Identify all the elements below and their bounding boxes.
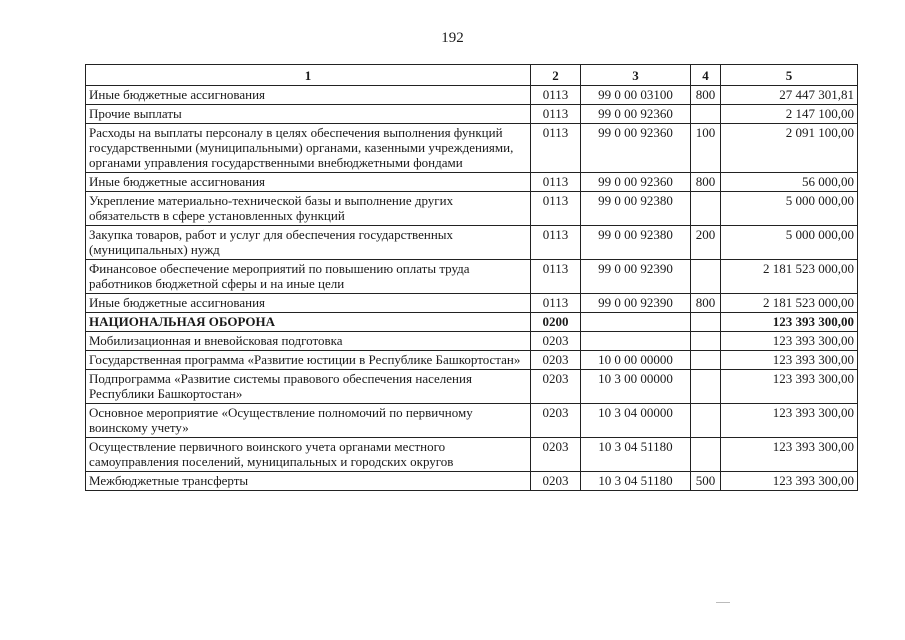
row-section-code: 0113: [531, 173, 581, 192]
row-name: Государственная программа «Развитие юстиции в Республике Башкортостан»: [86, 351, 531, 370]
row-name: Иные бюджетные ассигнования: [86, 86, 531, 105]
row-amount: 123 393 300,00: [721, 351, 858, 370]
header-section: 2: [531, 65, 581, 86]
budget-table: [85, 64, 858, 491]
table-row: [86, 370, 858, 404]
row-section-code: 0203: [531, 472, 581, 491]
row-amount: 2 181 523 000,00: [721, 294, 858, 313]
row-amount: 123 393 300,00: [721, 332, 858, 351]
table-row: [86, 260, 858, 294]
row-section-code: 0113: [531, 260, 581, 294]
row-section-code: 0113: [531, 192, 581, 226]
row-name: Иные бюджетные ассигнования: [86, 294, 531, 313]
table-row: [86, 124, 858, 173]
row-section-code: 0113: [531, 124, 581, 173]
scan-mark: [716, 602, 730, 603]
row-target-code: 10 3 00 00000: [581, 370, 691, 404]
row-name: Межбюджетные трансферты: [86, 472, 531, 491]
row-expense-type: [691, 105, 721, 124]
table-row: [86, 105, 858, 124]
row-target-code: 10 3 04 00000: [581, 404, 691, 438]
row-section-code: 0113: [531, 86, 581, 105]
row-name: Мобилизационная и вневойсковая подготовка: [86, 332, 531, 351]
row-expense-type: 500: [691, 472, 721, 491]
row-expense-type: 100: [691, 124, 721, 173]
header-code: 3: [581, 65, 691, 86]
page-number: 192: [441, 30, 464, 46]
row-amount: 123 393 300,00: [721, 472, 858, 491]
row-expense-type: 200: [691, 226, 721, 260]
row-name: Расходы на выплаты персоналу в целях обеспечения выполнения функций государственными (муниципальными) органами, казенными учреждениями, органами управления государственными внебюджетными фондами: [86, 124, 531, 173]
header-sum: 5: [721, 65, 858, 86]
row-name: Подпрограмма «Развитие системы правового обеспечения населения Республики Башкортостан»: [86, 370, 531, 404]
header-vr: 4: [691, 65, 721, 86]
row-target-code: 99 0 00 92360: [581, 173, 691, 192]
row-target-code: 99 0 00 92380: [581, 192, 691, 226]
table-row: [86, 472, 858, 491]
row-target-code: [581, 332, 691, 351]
row-target-code: 99 0 00 03100: [581, 86, 691, 105]
table-row: [86, 226, 858, 260]
row-expense-type: 800: [691, 86, 721, 105]
row-name: Укрепление материально-технической базы и выполнение других обязательств в сфере установленных функций: [86, 192, 531, 226]
row-name: Осуществление первичного воинского учета органами местного самоуправления поселений, муниципальных и городских округов: [86, 438, 531, 472]
row-amount: 2 147 100,00: [721, 105, 858, 124]
row-target-code: [581, 313, 691, 332]
row-expense-type: [691, 332, 721, 351]
table-row: [86, 173, 858, 192]
table-row: [86, 313, 858, 332]
row-expense-type: [691, 313, 721, 332]
row-name: Финансовое обеспечение мероприятий по повышению оплаты труда работников бюджетной сферы и на иные цели: [86, 260, 531, 294]
table-row: [86, 404, 858, 438]
row-amount: 123 393 300,00: [721, 313, 858, 332]
row-target-code: 99 0 00 92360: [581, 124, 691, 173]
table-row: [86, 332, 858, 351]
row-amount: 2 091 100,00: [721, 124, 858, 173]
row-section-code: 0200: [531, 313, 581, 332]
row-section-code: 0113: [531, 226, 581, 260]
row-section-code: 0203: [531, 438, 581, 472]
row-name: Прочие выплаты: [86, 105, 531, 124]
row-section-code: 0203: [531, 404, 581, 438]
row-section-code: 0203: [531, 332, 581, 351]
table-row: [86, 192, 858, 226]
row-section-code: 0203: [531, 351, 581, 370]
row-target-code: 10 0 00 00000: [581, 351, 691, 370]
row-name: Иные бюджетные ассигнования: [86, 173, 531, 192]
row-expense-type: [691, 438, 721, 472]
row-amount: 5 000 000,00: [721, 226, 858, 260]
row-target-code: 99 0 00 92390: [581, 260, 691, 294]
table-header-row: [86, 65, 858, 86]
table-body: [86, 86, 858, 491]
row-expense-type: [691, 260, 721, 294]
row-expense-type: [691, 351, 721, 370]
row-expense-type: 800: [691, 294, 721, 313]
table-row: [86, 294, 858, 313]
row-expense-type: [691, 370, 721, 404]
row-amount: 123 393 300,00: [721, 370, 858, 404]
row-amount: 2 181 523 000,00: [721, 260, 858, 294]
table-row: [86, 438, 858, 472]
row-target-code: 10 3 04 51180: [581, 438, 691, 472]
row-target-code: 99 0 00 92360: [581, 105, 691, 124]
row-name: Закупка товаров, работ и услуг для обеспечения государственных (муниципальных) нужд: [86, 226, 531, 260]
row-amount: 27 447 301,81: [721, 86, 858, 105]
row-expense-type: [691, 404, 721, 438]
row-target-code: 99 0 00 92380: [581, 226, 691, 260]
row-section-code: 0203: [531, 370, 581, 404]
row-target-code: 99 0 00 92390: [581, 294, 691, 313]
row-amount: 123 393 300,00: [721, 438, 858, 472]
row-amount: 123 393 300,00: [721, 404, 858, 438]
row-expense-type: 800: [691, 173, 721, 192]
row-amount: 56 000,00: [721, 173, 858, 192]
row-amount: 5 000 000,00: [721, 192, 858, 226]
table-row: [86, 86, 858, 105]
row-section-code: 0113: [531, 105, 581, 124]
row-target-code: 10 3 04 51180: [581, 472, 691, 491]
row-name: Основное мероприятие «Осуществление полномочий по первичному воинскому учету»: [86, 404, 531, 438]
row-expense-type: [691, 192, 721, 226]
table-row: [86, 351, 858, 370]
header-name: 1: [86, 65, 531, 86]
row-name: НАЦИОНАЛЬНАЯ ОБОРОНА: [86, 313, 531, 332]
row-section-code: 0113: [531, 294, 581, 313]
